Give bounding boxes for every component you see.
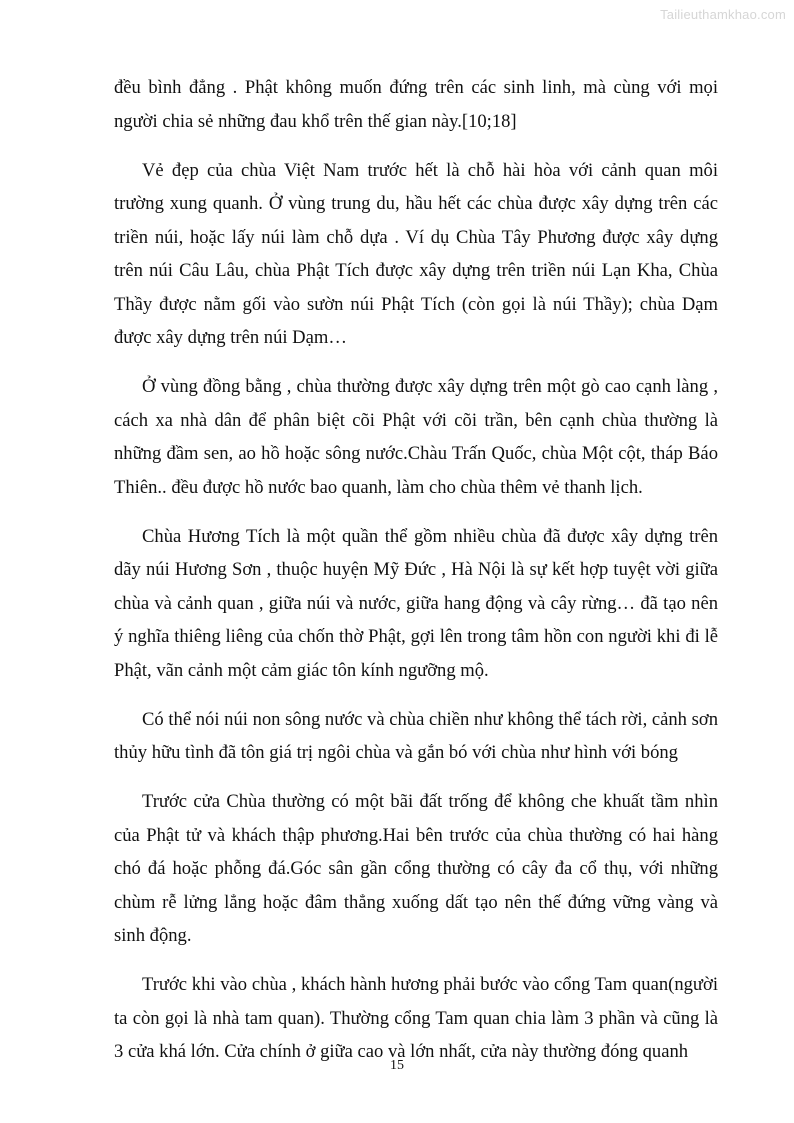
paragraph: Chùa Hương Tích là một quần thể gồm nhiều chùa đã được xây dựng trên dãy núi Hương Sơn , thuộc huyện Mỹ Đức , Hà Nội là sự kết hợp tuyệt vời giữa chùa và cảnh quan , giữa núi và nước, giữa hang động và cây rừng… đã tạo nên ý nghĩa thiêng liêng của chốn thờ Phật, gợi lên trong tâm hồn con người khi đi lễ Phật, vãn cảnh một cảm giác tôn kính ngưỡng mộ.	[114, 525, 718, 681]
page-number: 15	[390, 1058, 404, 1073]
paragraph: đều bình đẳng . Phật không muốn đứng trên các sinh linh, mà cùng với mọi người chia sẻ những đau khổ trên thế gian này.[10;18]	[114, 77, 718, 132]
paragraph: Vẻ đẹp của chùa Việt Nam trước hết là chỗ hài hòa với cảnh quan môi trường xung quanh. Ở vùng trung du, hầu hết các chùa được xây dựng trên các triền núi, hoặc lấy núi làm chỗ dựa . Ví dụ Chùa Tây Phương được xây dựng trên núi Câu Lâu, chùa Phật Tích được xây dựng trên triền núi Lạn Kha, Chùa Thầy được nằm gối vào sườn núi Phật Tích (còn gọi là núi Thầy); chùa Dạm được xây dựng trên núi Dạm…	[114, 159, 718, 348]
paragraph: Ở vùng đồng bằng , chùa thường được xây dựng trên một gò cao cạnh làng , cách xa nhà dân để phân biệt cõi Phật với cõi trần, bên cạnh chùa thường là những đầm sen, ao hồ hoặc sông nước.Chàu Trấn Quốc, chùa Một cột, tháp Báo Thiên.. đều được hồ nước bao quanh, làm cho chùa thêm vẻ thanh lịch.	[114, 376, 718, 498]
document-body	[114, 71, 718, 1084]
paragraph: Trước khi vào chùa , khách hành hương phải bước vào cổng Tam quan(người ta còn gọi là nhà tam quan). Thường cổng Tam quan chia làm 3 phần và cũng là 3 cửa khá lớn. Cửa chính ở giữa cao và lớn nhất, cửa này thường đóng quanh	[114, 974, 718, 1062]
paragraph: Trước cửa Chùa thường có một bãi đất trống để không che khuất tầm nhìn của Phật tử và khách thập phương.Hai bên trước của chùa thường có hai hàng chó đá hoặc phỗng đá.Góc sân gần cổng thường có cây đa cổ thụ, với những chùm rễ lửng lẳng hoặc đâm thẳng xuống dất tạo nên thế đứng vững vàng và sinh động.	[114, 791, 718, 946]
watermark-text: Tailieuthamkhao.com	[660, 7, 786, 22]
paragraph: Có thể nói núi non sông nước và chùa chiền như không thể tách rời, cảnh sơn thủy hữu tình đã tôn giá trị ngôi chùa và gắn bó với chùa như hình với bóng	[114, 708, 718, 763]
